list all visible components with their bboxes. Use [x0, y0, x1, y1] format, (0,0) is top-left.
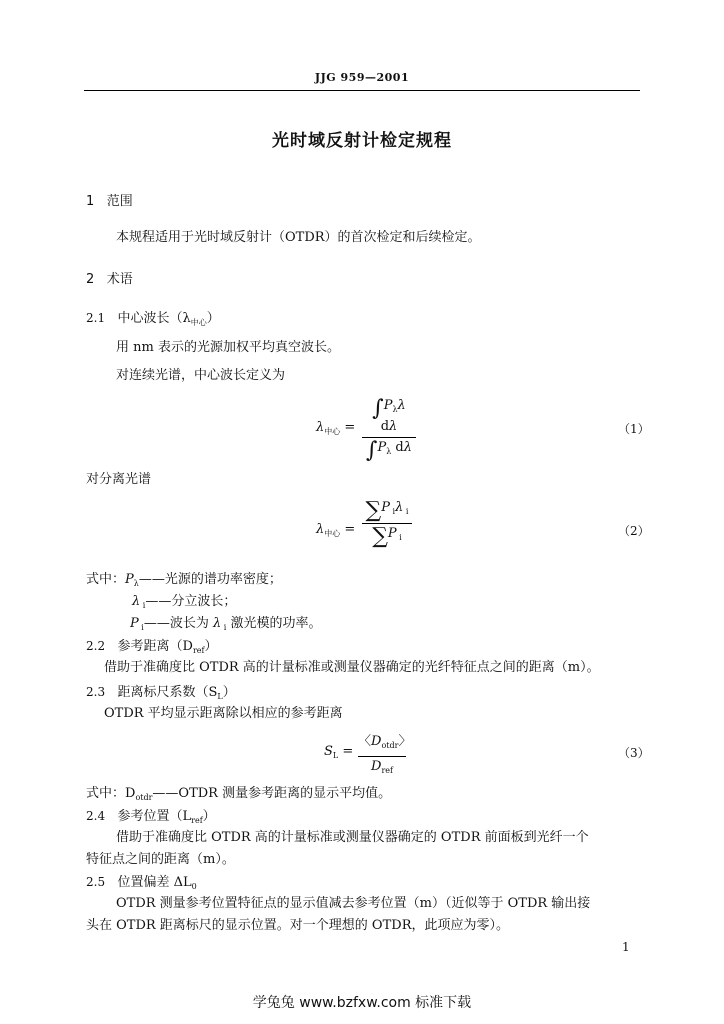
section-number: 1 — [86, 194, 95, 209]
clause-2-4-text-1: 借助于准确度比 OTDR 高的计量标准或测量仪器确定的 OTDR 前面板到光纤一个 — [116, 830, 589, 845]
footer-watermark-link[interactable]: 学兔兔 www.bzfxw.com 标准下载 — [252, 995, 472, 1011]
clause-label: 位置偏差 ΔL — [117, 875, 192, 890]
clause-2-4-text-2: 特征点之间的距离（m）。 — [86, 852, 235, 867]
where-label: 式中： — [86, 572, 126, 587]
equation-2-number: （2） — [618, 524, 650, 538]
clause-close: ） — [206, 311, 220, 326]
clause-number: 2.1 — [86, 311, 106, 325]
header-rule — [84, 90, 640, 91]
clause-subscript: ref — [192, 646, 205, 655]
where-subscript: otdr — [135, 793, 153, 802]
equation-3-fraction: 〈$D_{otdr}$〉 $D_{ref}$ — [358, 734, 412, 775]
clause-subscript: 0 — [191, 882, 197, 891]
clause-subscript: ref — [191, 816, 203, 825]
clause-subscript: L — [217, 692, 223, 701]
clause-2-5-text-1: OTDR 测量参考位置特征点的显示值减去参考位置（m）（近似等于 OTDR 输出接 — [116, 896, 591, 911]
clause-close: ） — [202, 809, 216, 824]
where-text: ——波长为 — [143, 616, 209, 631]
clause-2-1-heading — [86, 310, 220, 331]
where-text: ——分立波长； — [145, 594, 237, 609]
clause-close: ） — [222, 685, 236, 700]
clause-close: ） — [204, 639, 218, 654]
equation-3-number: （3） — [618, 746, 650, 760]
clause-number: 2.2 — [86, 639, 106, 653]
clause-2-5-heading — [86, 874, 197, 895]
clause-number: 2.4 — [86, 809, 106, 823]
equation-1-lhs: $\lambda_{中心}$ = — [316, 420, 356, 436]
clause-2-2-text: 借助于准确度比 OTDR 高的计量标准或测量仪器确定的光纤特征点之间的距离（m）。 — [104, 660, 600, 675]
equation-2-fraction: ∑P $_i$λ $_i$ ∑P $_i$ — [362, 500, 412, 547]
section-1-heading — [86, 190, 133, 209]
section-number: 2 — [86, 272, 95, 287]
where-text: ——光源的谱功率密度； — [138, 572, 282, 587]
section-1-text: 本规程适用于光时域反射计（OTDR）的首次检定和后续检定。 — [116, 230, 481, 245]
clause-2-4-heading — [86, 808, 216, 829]
equation-2-lhs: $\lambda_{中心}$ = — [316, 522, 356, 538]
clause-label: 中心波长（λ — [117, 311, 191, 326]
clause-number: 2.3 — [86, 685, 106, 699]
section-2-heading — [86, 268, 133, 287]
clause-2-2-heading — [86, 638, 217, 659]
clause-label: 距离标尺系数（S — [117, 685, 218, 700]
where-line-3: P $_i$——波长为 λ $_i$ 激光模的功率。 — [130, 616, 322, 632]
clause-2-1-text-3: 对分离光谱 — [86, 472, 152, 487]
document-code-header: JJG 959—2001 — [314, 71, 410, 84]
section-title: 范围 — [106, 194, 133, 209]
where-label: 式中：D — [86, 786, 136, 801]
section-title: 术语 — [106, 272, 133, 287]
equation-3-lhs: $S_L$ = — [324, 744, 354, 760]
equation-1-number: （1） — [618, 422, 650, 436]
clause-2-3-text: OTDR 平均显示距离除以相应的参考距离 — [104, 706, 343, 721]
page-number: 1 — [622, 940, 630, 954]
where-line-2: λ $_i$——分立波长； — [132, 594, 237, 610]
where-text: 激光模的功率。 — [230, 616, 322, 631]
where-text: ——OTDR 测量参考距离的显示平均值。 — [152, 786, 392, 801]
clause-2-3-where — [86, 786, 391, 806]
where-line-1: 式中：$P_\lambda——$光源的谱功率密度； — [86, 572, 282, 588]
clause-2-1-text-1: 用 nm 表示的光源加权平均真空波长。 — [116, 340, 340, 355]
clause-subscript: 中心 — [190, 318, 207, 327]
clause-number: 2.5 — [86, 875, 106, 889]
equation-1-fraction: $\int P_\lambda\lambda$ dλ $\int P_\lambda$ dλ — [362, 398, 416, 461]
clause-label: 参考位置（L — [117, 809, 192, 824]
clause-2-1-text-2: 对连续光谱，中心波长定义为 — [116, 368, 286, 383]
document-title: 光时域反射计检定规程 — [272, 131, 452, 151]
clause-2-3-heading — [86, 684, 236, 705]
clause-2-5-text-2: 头在 OTDR 距离标尺的显示位置。对一个理想的 OTDR，此项应为零）。 — [86, 918, 509, 933]
clause-label: 参考距离（D — [117, 639, 193, 654]
